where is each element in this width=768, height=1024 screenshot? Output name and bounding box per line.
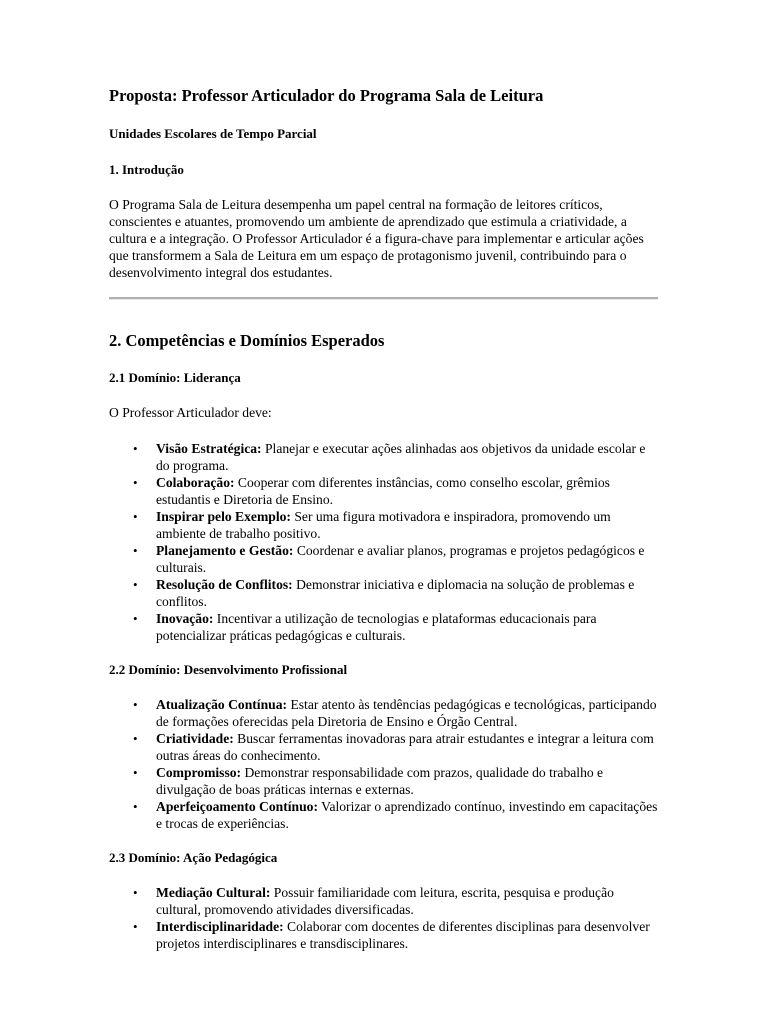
bullet-icon: • (133, 441, 138, 456)
bullet-icon: • (133, 885, 138, 900)
item-text: Demonstrar responsabilidade com prazos, qualidade do trabalho e divulgação de boas práticas internas e externas. (156, 765, 604, 797)
competencias-heading: 2. Competências e Domínios Esperados (109, 331, 385, 350)
list-item (109, 730, 658, 764)
item-text: Buscar ferramentas inovadoras para atrair estudantes e integrar a leitura com outras áreas do conhecimento. (156, 731, 654, 763)
list-item (109, 696, 658, 730)
bullet-icon: • (133, 543, 138, 558)
acao-list (109, 884, 658, 952)
list-item (109, 764, 658, 798)
item-text: Colaborar com docentes de diferentes disciplinas para desenvolver projetos interdisciplinares e transdisciplinares. (156, 919, 650, 951)
list-item (109, 576, 658, 610)
item-term: Inspirar pelo Exemplo: (156, 509, 291, 524)
horizontal-divider (109, 297, 658, 300)
item-term: Compromisso: (156, 765, 242, 780)
intro-heading: 1. Introdução (109, 162, 184, 177)
bullet-icon: • (133, 475, 138, 490)
item-term: Aperfeiçoamento Contínuo: (156, 799, 318, 814)
item-text: Valorizar o aprendizado contínuo, investindo em capacitações e trocas de experiências. (156, 799, 658, 831)
list-item (109, 884, 658, 918)
lideranca-lead: O Professor Articulador deve: (109, 405, 272, 420)
item-text: Incentivar a utilização de tecnologias e plataformas educacionais para potencializar práticas pedagógicas e culturais. (156, 611, 597, 643)
list-item (109, 508, 658, 542)
desenvolvimento-list (109, 696, 658, 832)
item-term: Interdisciplinaridade: (156, 919, 284, 934)
document-subtitle: Unidades Escolares de Tempo Parcial (109, 126, 317, 141)
item-text: Estar atento às tendências pedagógicas e tecnológicas, participando de formações oferecidas pela Diretoria de Ensino e Órgão Central. (156, 697, 657, 729)
item-text: Coordenar e avaliar planos, programas e projetos pedagógicos e culturais. (156, 543, 645, 575)
document-title: Proposta: Professor Articulador do Programa Sala de Leitura (109, 86, 544, 105)
item-text: Planejar e executar ações alinhadas aos objetivos da unidade escolar e do programa. (156, 441, 646, 473)
list-item (109, 440, 658, 474)
lideranca-list (109, 440, 658, 644)
desenvolvimento-heading: 2.2 Domínio: Desenvolvimento Profissional (109, 662, 348, 677)
item-text: Cooperar com diferentes instâncias, como conselho escolar, grêmios estudantis e Diretoria de Ensino. (156, 475, 610, 507)
list-item (109, 798, 658, 832)
bullet-icon: • (133, 799, 138, 814)
intro-paragraph: O Programa Sala de Leitura desempenha um papel central na formação de leitores críticos, conscientes e atuantes, promovendo um ambiente de aprendizado que estimula a criatividade, a cultura e a integração. O Professor Articulador é a figura-chave para implementar e articular ações que transformem a Sala de Leitura em um espaço de protagonismo juvenil, contribuindo para o desenvolvimento integral dos estudantes. (109, 197, 644, 280)
item-term: Visão Estratégica: (156, 441, 262, 456)
bullet-icon: • (133, 577, 138, 592)
item-term: Inovação: (156, 611, 214, 626)
item-term: Colaboração: (156, 475, 235, 490)
bullet-icon: • (133, 765, 138, 780)
bullet-icon: • (133, 919, 138, 934)
item-text: Possuir familiaridade com leitura, escrita, pesquisa e produção cultural, promovendo atividades diversificadas. (156, 885, 614, 917)
list-item (109, 918, 658, 952)
item-term: Resolução de Conflitos: (156, 577, 293, 592)
item-term: Atualização Contínua: (156, 697, 288, 712)
item-term: Planejamento e Gestão: (156, 543, 294, 558)
acao-heading: 2.3 Domínio: Ação Pedagógica (109, 850, 278, 865)
item-text: Demonstrar iniciativa e diplomacia na solução de problemas e conflitos. (156, 577, 635, 609)
item-term: Mediação Cultural: (156, 885, 271, 900)
bullet-icon: • (133, 731, 138, 746)
item-text: Ser uma figura motivadora e inspiradora, promovendo um ambiente de trabalho positivo. (156, 509, 611, 541)
item-term: Criatividade: (156, 731, 234, 746)
list-item (109, 474, 658, 508)
bullet-icon: • (133, 697, 138, 712)
list-item (109, 610, 658, 644)
bullet-icon: • (133, 611, 138, 626)
lideranca-heading: 2.1 Domínio: Liderança (109, 370, 241, 385)
bullet-icon: • (133, 509, 138, 524)
list-item (109, 542, 658, 576)
